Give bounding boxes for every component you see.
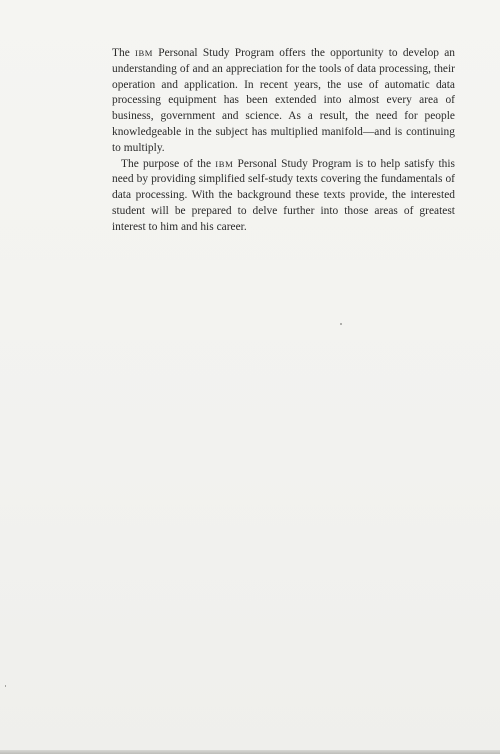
paragraph-intro bbox=[112, 46, 455, 157]
ibm-small-caps: IBM bbox=[215, 158, 234, 169]
paragraph-purpose bbox=[112, 157, 455, 236]
paper-speck bbox=[5, 685, 6, 687]
ibm-small-caps: IBM bbox=[134, 48, 154, 58]
paragraph-intro-rest: Personal Study Program offers the opportunity to develop an understanding of and an appreciation for the tools of data processing, their operation and application. In recent years, the use of automatic data processing equipment has been extended into almost every area of business, government and science. As a result, the need for people knowledgeable in the subject has multiplied manifold—and is continuing to multiply. bbox=[112, 47, 456, 154]
page-bottom-edge bbox=[0, 750, 500, 754]
paragraph-purpose-rest: Personal Study Program is to help satisfy this need by providing simplified self-study texts covering the fundamentals of data processing. With the background these texts provide, the interested student will be prepared to delve further into those areas of greatest interest to him and his career. bbox=[112, 157, 456, 233]
paragraph-purpose-start: The purpose of the bbox=[121, 157, 216, 170]
paragraph-intro-start: The bbox=[112, 47, 135, 59]
body-text bbox=[112, 46, 455, 236]
paper-speck bbox=[340, 323, 342, 325]
